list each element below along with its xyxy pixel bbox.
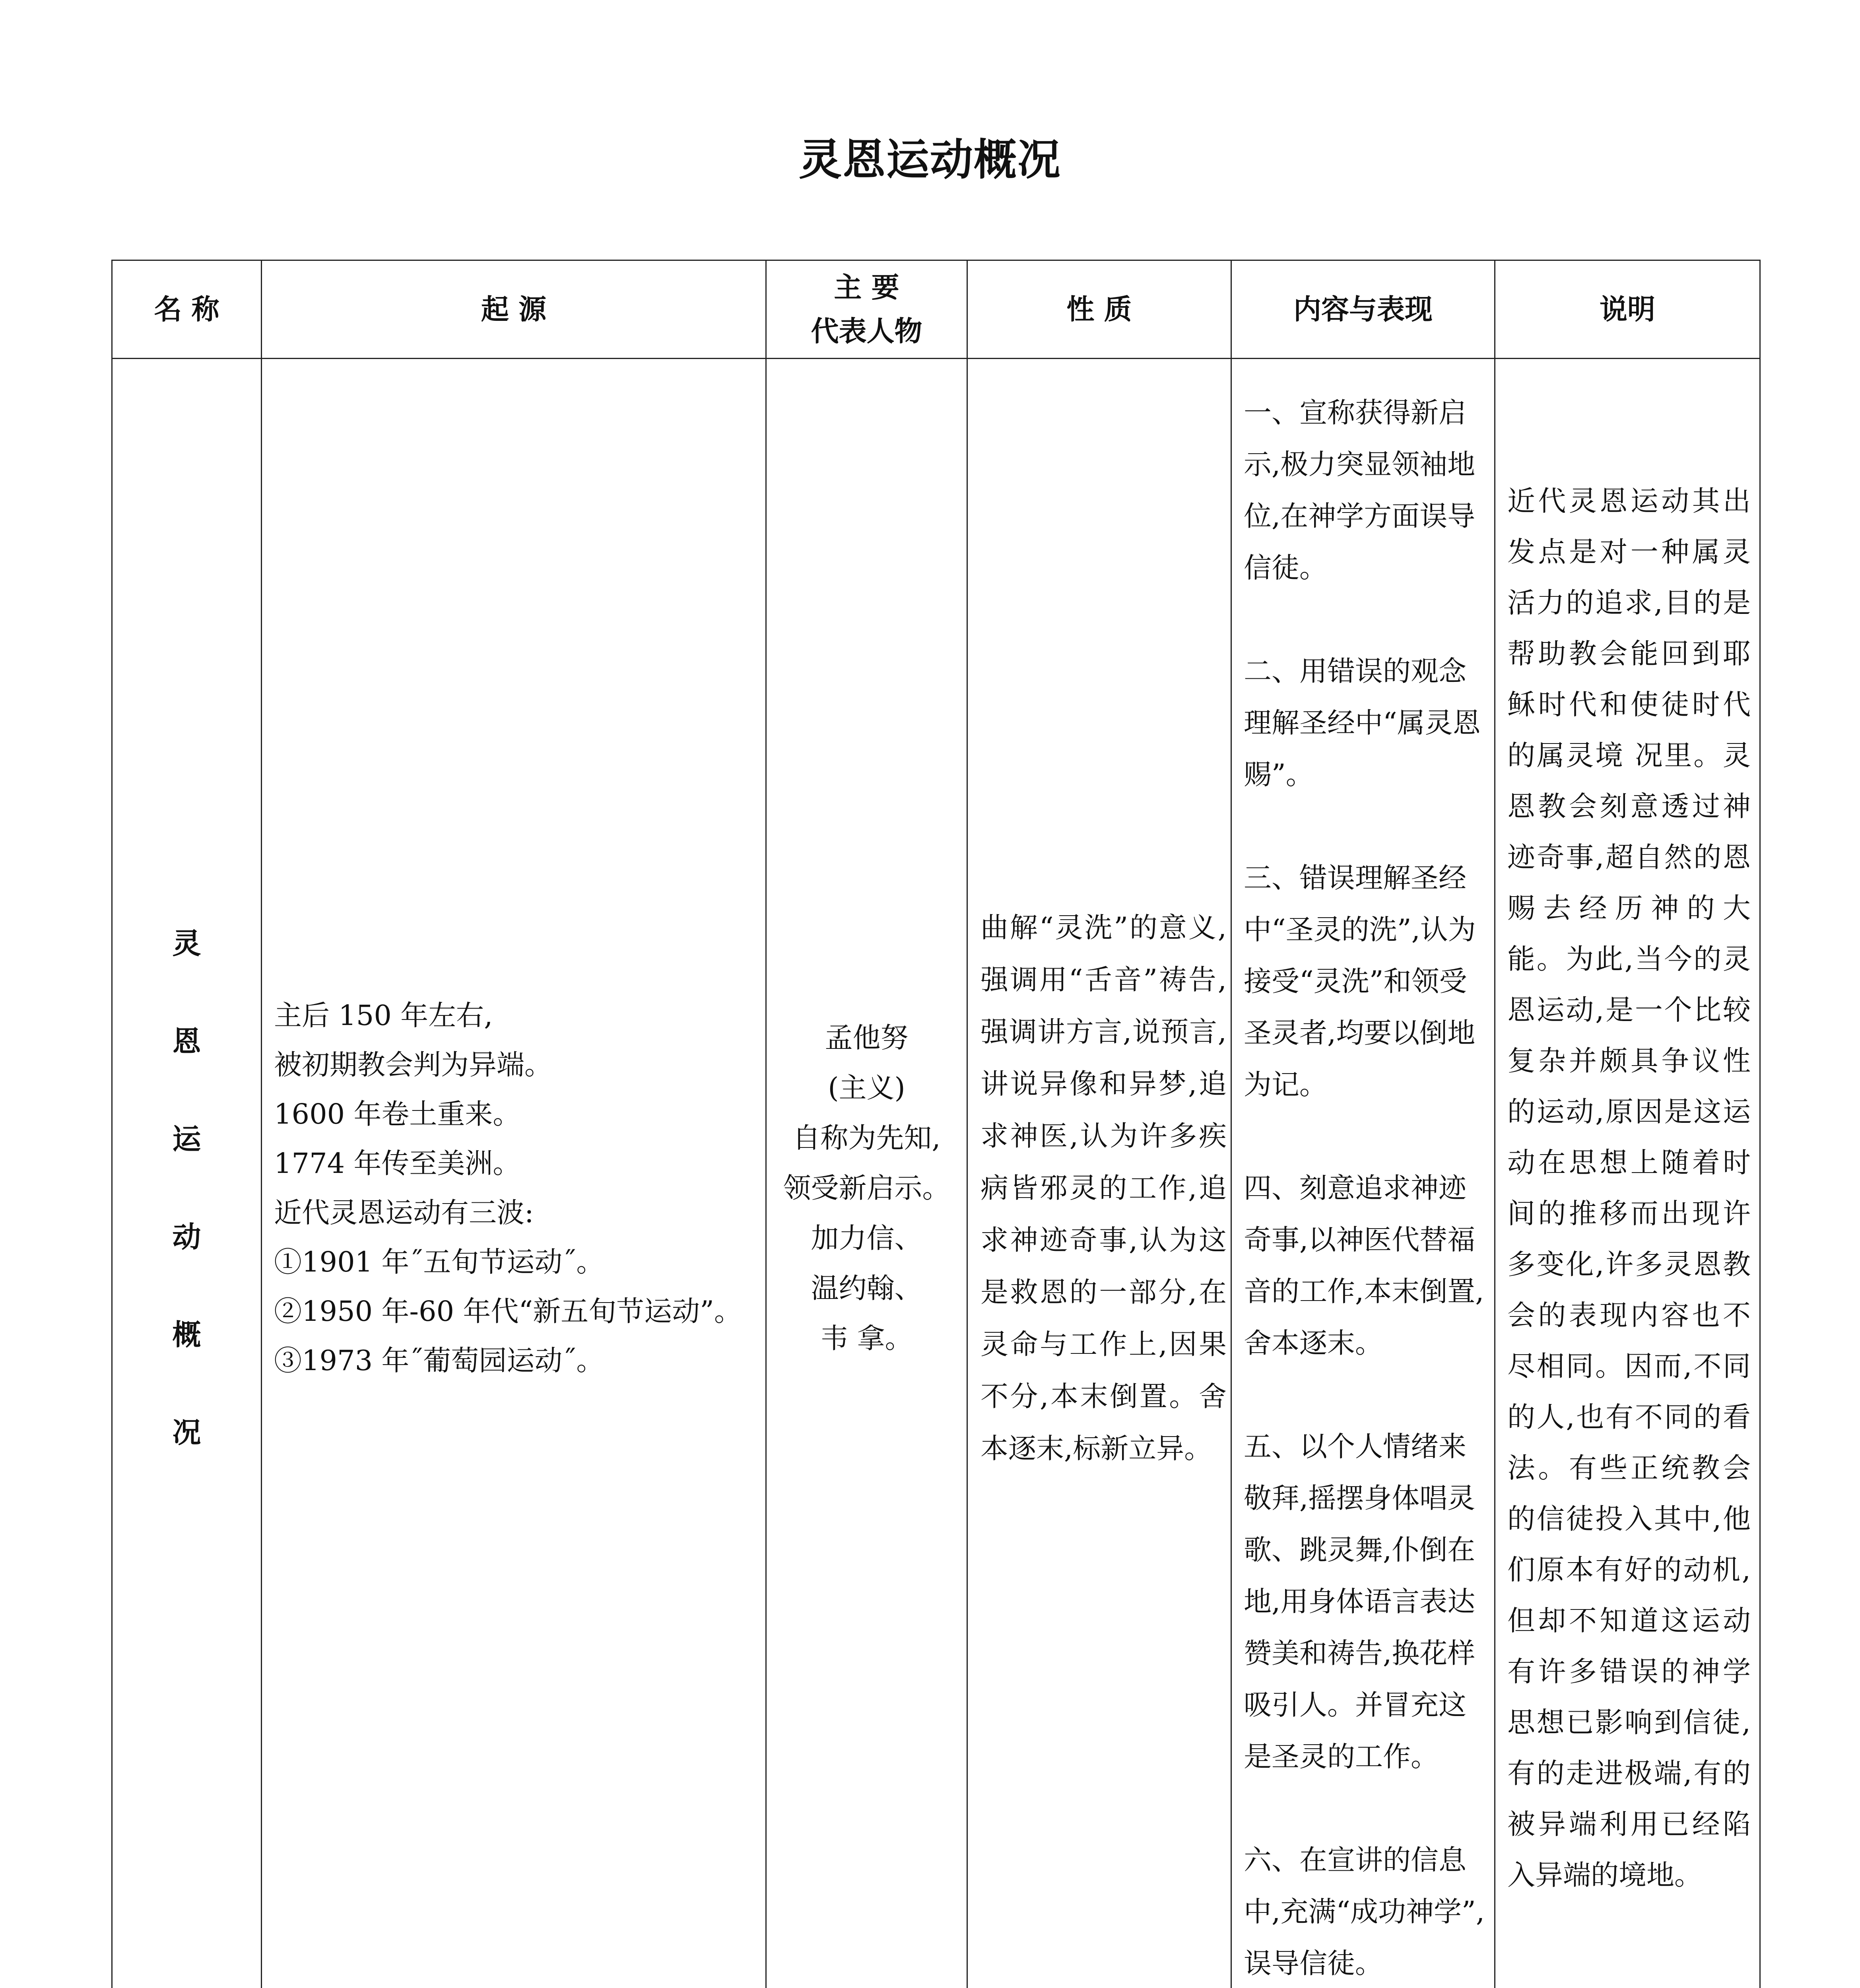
content-item: 六、在宣讲的信息中,充满“成功神学”,误导信徒。 — [1244, 1844, 1485, 1980]
origin-line: 主后 150 年左右, — [274, 999, 493, 1032]
origin-line: ②1950 年-60 年代“新五旬节运动”。 — [274, 1295, 742, 1328]
name-char: 动 — [172, 1220, 201, 1254]
cell-origin — [262, 359, 766, 1988]
origin-line: 1600 年卷土重来。 — [274, 1098, 521, 1130]
cell-content — [1231, 359, 1495, 1988]
name-char: 灵 — [172, 927, 201, 960]
content-item: 四、刻意追求神迹奇事,以神医代替福音的工作,本末倒置,舍本逐末。 — [1244, 1172, 1484, 1359]
cell-note: 近代灵恩运动其出发点是对一种属灵活力的追求,目的是帮助教会能回到耶稣时代和使徒时代的属灵境 况里。灵恩教会刻意透过神迹奇事,超自然的恩赐去经历神的大能。为此,当今的灵恩运动,是一个比较复杂并颇具争议性的运动,原因是这运动在思想上随着时间的推移而出现许多变化,许多灵恩教会的表现内容也不尽相同。因而,不同的人,也有不同的看法。有些正统教会的信徒投入其中,他们原本有好的动机,但却不知道这运动有许多错误的神学思想已影响到信徒,有的走进极端,有的被异端利用已经陷入异端的境地。 — [1495, 359, 1760, 1988]
people-line: 孟他努 — [825, 1021, 909, 1054]
table-row — [112, 359, 1760, 1988]
people-line: 领受新启示。 — [783, 1172, 950, 1204]
header-nature: 性 质 — [967, 260, 1231, 359]
origin-line: 1774 年传至美洲。 — [274, 1147, 521, 1180]
people-line: 韦 拿。 — [820, 1322, 913, 1355]
name-char: 况 — [172, 1416, 201, 1449]
page-title: 灵恩运动概况 — [798, 135, 1061, 185]
people-line: 温约翰、 — [811, 1272, 922, 1305]
people-line: 加力信、 — [811, 1222, 922, 1254]
origin-line: 被初期教会判为异端。 — [274, 1048, 552, 1081]
header-content: 内容与表现 — [1231, 260, 1495, 359]
origin-line: ①1901 年˝五旬节运动˝。 — [274, 1246, 604, 1278]
people-line: 自称为先知, — [792, 1122, 941, 1154]
origin-line: 近代灵恩运动有三波: — [274, 1196, 534, 1229]
table-header-row — [112, 260, 1760, 359]
content-item: 二、用错误的观念理解圣经中“属灵恩赐”。 — [1244, 655, 1481, 791]
content-item: 一、宣称获得新启示,极力突显领袖地位,在神学方面误导信徒。 — [1244, 396, 1476, 584]
header-name: 名 称 — [112, 260, 262, 359]
header-note: 说明 — [1495, 260, 1760, 359]
cell-nature: 曲解“灵洗”的意义,强调用“舌音”祷告,强调讲方言,说预言,讲说异像和异梦,追求神医,认为许多疾病皆邪灵的工作,追求神迹奇事,认为这是救恩的一部分,在灵命与工作上,因果不分,本末倒置。舍本逐末,标新立异。 — [967, 359, 1231, 1988]
name-char: 概 — [172, 1318, 201, 1351]
content-item: 五、以个人情绪来敬拜,摇摆身体唱灵歌、跳灵舞,仆倒在地,用身体语言表达赞美和祷告,换花样吸引人。并冒充这是圣灵的工作。 — [1244, 1430, 1476, 1773]
header-people — [766, 260, 967, 359]
name-char: 恩 — [172, 1025, 201, 1058]
cell-name — [112, 359, 262, 1988]
overview-table — [111, 260, 1761, 1988]
content-item: 三、错误理解圣经中“圣灵的洗”,认为接受“灵洗”和领受圣灵者,均要以倒地为记。 — [1244, 862, 1476, 1101]
name-char: 运 — [172, 1122, 201, 1156]
cell-people — [766, 359, 967, 1988]
people-line: (主义) — [828, 1072, 905, 1104]
origin-line: ③1973 年˝葡萄园运动˝。 — [274, 1344, 604, 1377]
header-people-line2: 代表人物 — [811, 315, 922, 348]
header-origin: 起 源 — [262, 260, 766, 359]
header-people-line1: 主 要 — [834, 271, 899, 304]
